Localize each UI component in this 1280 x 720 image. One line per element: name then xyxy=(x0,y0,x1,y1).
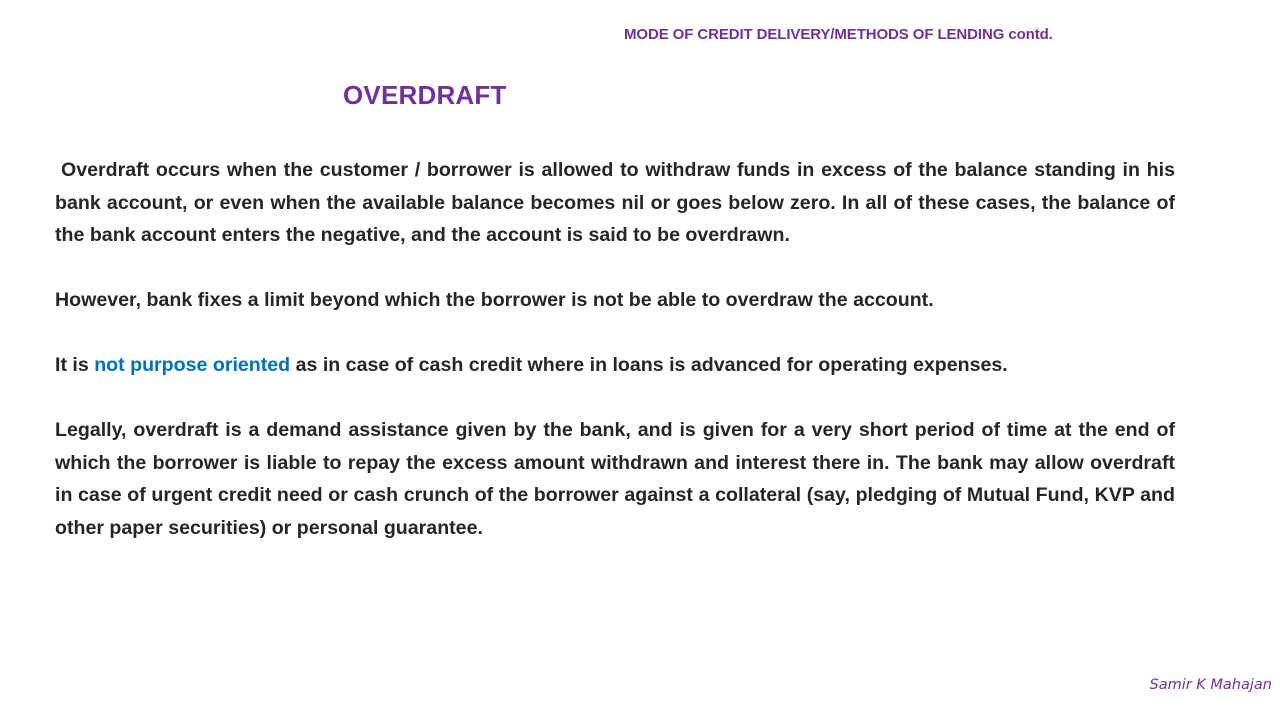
purpose-highlight: not purpose oriented xyxy=(94,354,291,376)
paragraph-legal-nature: Legally, overdraft is a demand assistance given by the bank, and is given for a very short period of time at the end of which the borrower is liable to repay the excess amount withdrawn and interest there in. The bank may allow overdraft in case of urgent credit need or cash crunch of the borrower against a collateral (say, pledging of Mutual Fund, KVP and other paper securities) or personal guarantee. xyxy=(55,419,1175,539)
author-credit: Samir K Mahajan xyxy=(1149,677,1272,693)
paragraph-purpose xyxy=(55,349,1175,382)
purpose-text-before: It is xyxy=(55,354,95,376)
slide-title: OVERDRAFT xyxy=(343,80,507,110)
paragraph-overdraft-definition: Overdraft occurs when the customer / borrower is allowed to withdraw funds in excess of the balance standing in his bank account, or even when the available balance becomes nil or goes below zero. In all of these cases, the balance of the bank account enters the negative, and the account is said to be overdrawn. xyxy=(55,159,1175,246)
paragraph-overdraft-limit: However, bank fixes a limit beyond which the borrower is not be able to overdraw the account. xyxy=(55,289,934,311)
slide-header: MODE OF CREDIT DELIVERY/METHODS OF LENDING contd. xyxy=(624,26,1053,43)
slide-body xyxy=(55,154,1175,544)
purpose-text-after: as in case of cash credit where in loans is advanced for operating expenses. xyxy=(290,354,1008,376)
